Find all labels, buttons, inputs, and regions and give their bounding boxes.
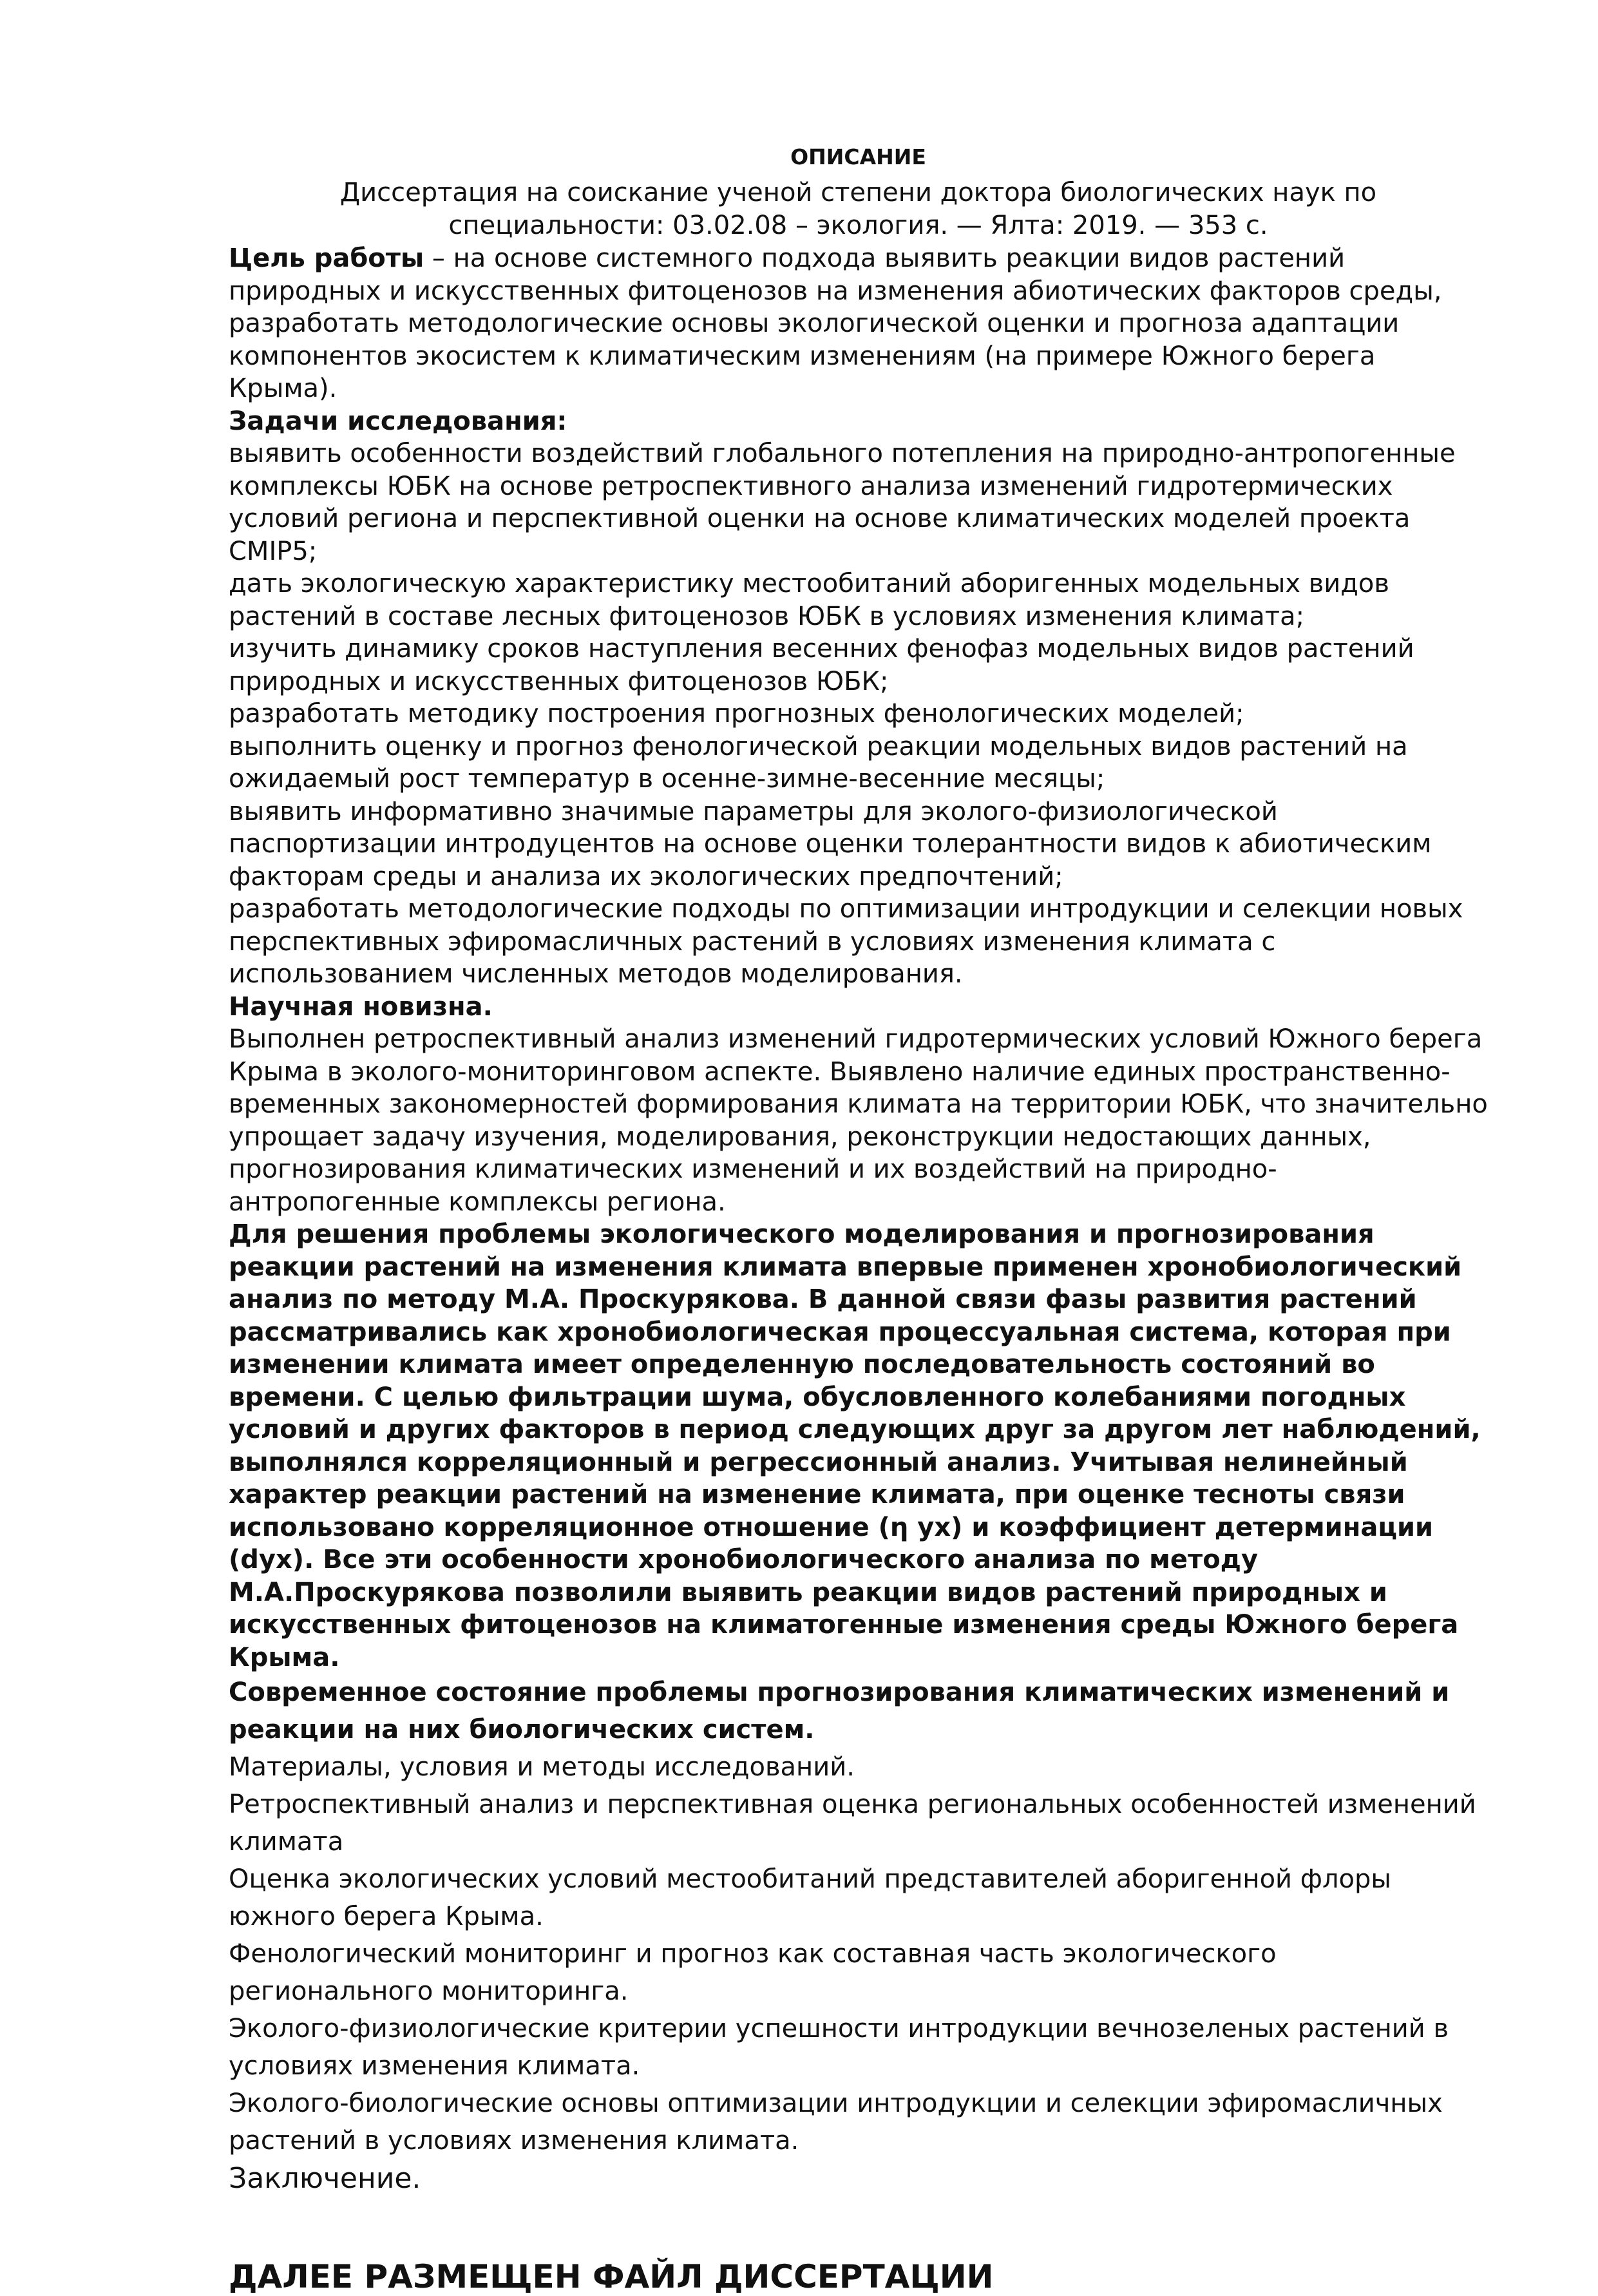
goal-paragraph: [229, 242, 1488, 405]
task-item: разработать методику построения прогнозных фенологических моделей;: [229, 699, 1244, 729]
contents-item: Эколого-биологические основы оптимизации интродукции и селекции эфиромасличных растений в условиях изменения климата.: [229, 2089, 1443, 2156]
task-item: разработать методологические подходы по оптимизации интродукции и селекции новых перспективных эфиромасличных растений в условиях изменения климата с использованием численных методов моделирования.: [229, 894, 1463, 989]
contents-item: Фенологический мониторинг и прогноз как составная часть экологического регионального мониторинга.: [229, 1939, 1277, 2006]
file-notice: ДАЛЕЕ РАЗМЕЩЕН ФАЙЛ ДИССЕРТАЦИИ: [229, 2258, 994, 2295]
contents-item: Материалы, условия и методы исследований.: [229, 1752, 855, 1782]
goal-text: – на основе системного подхода выявить реакции видов растений природных и искусственных фитоценозов на изменения абиотических факторов среды, разработать методологические основы экологической оценки и прогноза адаптации компонентов экосистем к климатическим изменениям (на примере Южного берега Крыма).: [229, 244, 1442, 403]
conclusion-text: Заключение.: [229, 2162, 421, 2195]
task-item: выполнить оценку и прогноз фенологической реакции модельных видов растений на ожидаемый рост температур в осенне-зимне-весенние месяцы;: [229, 731, 1408, 794]
contents-list: [229, 1748, 1488, 2159]
novelty-bold-text: Для решения проблемы экологического моделирования и прогнозирования реакции растений на изменения климата впервые применен хронобиологический анализ по методу М.А. Проскурякова. В данной связи фазы развития растений рассматривались как хронобиологическая процессуальная система, которая при изменении климата имеет определенную последовательность состояний во времени. С целью фильтрации шума, обусловленного колебаниями погодных условий и других факторов в период следующих друг за другом лет наблюдений, выполнялся корреляционный и регрессионный анализ. Учитывая нелинейный характер реакции растений на изменение климата, при оценке тесноты связи использовано корреляционное отношение (η yx) и коэффициент детерминации (dyx). Все эти особенности хронобиологического анализа по методу М.А.Проскурякова позволили выявить реакции видов растений природных и искусственных фитоценозов на климатогенные изменения среды Южного берега Крыма.: [229, 1220, 1481, 1672]
contents-item: Эколого-физиологические критерии успешности интродукции вечнозеленых растений в условиях изменения климата.: [229, 2014, 1449, 2081]
document-subtitle: Диссертация на соискание ученой степени доктора биологических наук по специальности: 03.02.08 – экология. — Ялта: 2019. — 353 с.: [339, 178, 1377, 240]
contents-heading: Современное состояние проблемы прогнозирования климатических изменений и реакции на них биологических систем.: [229, 1678, 1450, 1745]
task-item: выявить информативно значимые параметры для эколого-физиологической паспортизации интродуцентов на основе оценки толерантности видов к абиотическим факторам среды и анализа их экологических предпочтений;: [229, 796, 1432, 892]
tasks-list: [229, 437, 1488, 991]
novelty-heading: Научная новизна.: [229, 991, 493, 1022]
task-item: дать экологическую характеристику местообитаний аборигенных модельных видов растений в составе лесных фитоценозов ЮБК в условиях изменения климата;: [229, 569, 1389, 631]
task-item: выявить особенности воздействий глобального потепления на природно-антропогенные комплексы ЮБК на основе ретроспективного анализа изменений гидротермических условий региона и перспективной оценки на основе климатических моделей проекта CMIP5;: [229, 439, 1456, 566]
task-item: изучить динамику сроков наступления весенних фенофаз модельных видов растений природных и искусственных фитоценозов ЮБК;: [229, 634, 1414, 696]
goal-label: Цель работы: [229, 244, 424, 273]
novelty-text: Выполнен ретроспективный анализ изменений гидротермических условий Южного берега Крыма в эколого-мониторинговом аспекте. Выявлено наличие единых пространственно-временных закономерностей формирования климата на территории ЮБК, что значительно упрощает задачу изучения, моделирования, реконструкции недостающих данных, прогнозирования климатических изменений и их воздействий на природно-антропогенные комплексы региона.: [229, 1024, 1488, 1217]
tasks-heading: Задачи исследования:: [229, 406, 567, 436]
contents-item: Оценка экологических условий местообитаний представителей аборигенной флоры южного берега Крыма.: [229, 1864, 1391, 1931]
document-page: [229, 143, 1488, 2296]
document-title: ОПИСАНИЕ: [790, 144, 926, 169]
contents-item: Ретроспективный анализ и перспективная оценка региональных особенностей изменений климата: [229, 1790, 1476, 1857]
